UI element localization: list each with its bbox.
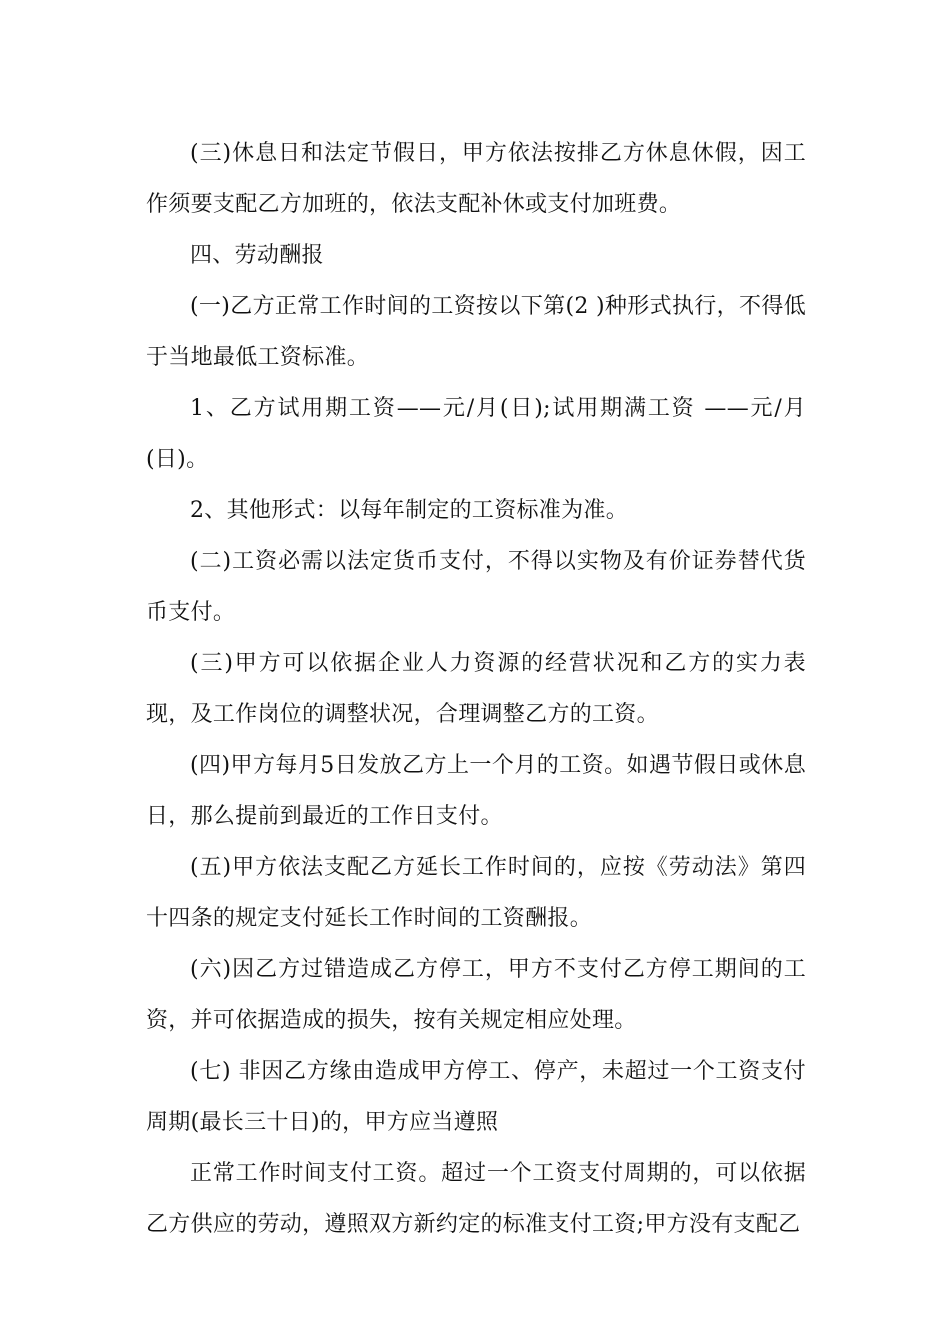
paragraph-other-form: 2、其他形式：以每年制定的工资标准为准。 <box>190 498 628 523</box>
paragraph-pay-date: (四)甲方每月5日发放乙方上一个月的工资。如遇节假日或休息日，那么提前到最近的工作日支付。 <box>146 753 806 829</box>
paragraph-rest-days: (三)休息日和法定节假日，甲方依法按排乙方休息休假，因工作须要支配乙方加班的，依法支配补休或支付加班费。 <box>146 141 806 217</box>
paragraph-normal-hours-pay: 正常工作时间支付工资。超过一个工资支付周期的，可以依据乙方供应的劳动，遵照双方新约定的标准支付工资;甲方没有支配乙 <box>146 1161 806 1237</box>
document-body <box>146 128 806 1250</box>
section-heading-labor-pay: 四、劳动酬报 <box>190 243 324 268</box>
paragraph-wage-adjustment: (三)甲方可以依据企业人力资源的经营状况和乙方的实力表现，及工作岗位的调整状况，合理调整乙方的工资。 <box>146 651 806 727</box>
paragraph-non-fault-stoppage: (七) 非因乙方缘由造成甲方停工、停产，未超过一个工资支付周期(最长三十日)的，甲方应当遵照 <box>146 1059 806 1135</box>
paragraph-probation-wage: 1、乙方试用期工资——元/月(日);试用期满工资 ——元/月(日)。 <box>146 396 806 472</box>
paragraph-overtime-pay: (五)甲方依法支配乙方延长工作时间的，应按《劳动法》第四十四条的规定支付延长工作时间的工资酬报。 <box>146 855 806 931</box>
paragraph-legal-currency: (二)工资必需以法定货币支付，不得以实物及有价证券替代货币支付。 <box>146 549 806 625</box>
paragraph-fault-stoppage: (六)因乙方过错造成乙方停工，甲方不支付乙方停工期间的工资，并可依据造成的损失，按有关规定相应处理。 <box>146 957 806 1033</box>
paragraph-wage-form: (一)乙方正常工作时间的工资按以下第(2 )种形式执行，不得低于当地最低工资标准。 <box>146 294 806 370</box>
